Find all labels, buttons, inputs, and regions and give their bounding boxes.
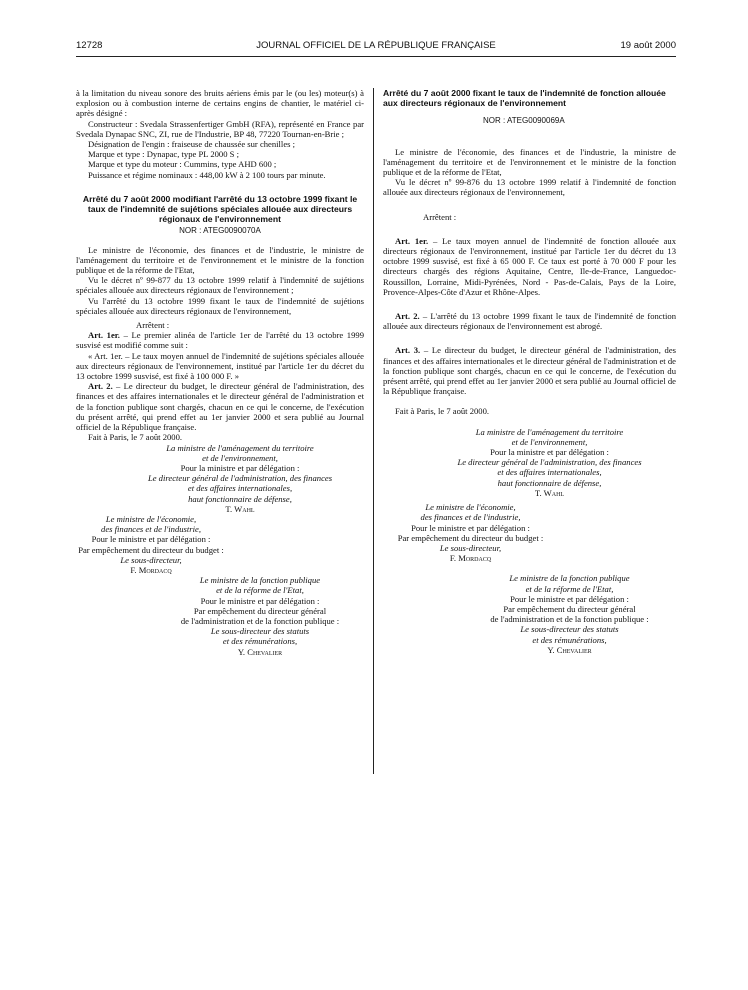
decree-title: Arrêté du 7 août 2000 modifiant l'arrêté du 13 octobre 1999 fixant le taux de l'indemnité de sujétions spéciales allouée aux directeurs régionaux de l'environnement <box>82 193 358 225</box>
right-column <box>383 88 676 655</box>
nor-reference: NOR : ATEG0090070A <box>179 226 261 236</box>
sig-line: et des affaires internationales, <box>187 483 293 494</box>
sig-line: Par empêchement du directeur général <box>193 605 327 616</box>
article-2 <box>76 381 364 432</box>
designation-line: Désignation de l'engin : fraiseuse de chaussée sur chenilles ; <box>88 139 296 150</box>
signature-block-amenagement <box>116 443 364 514</box>
sig-line: Par empêchement du directeur du budget : <box>397 532 544 543</box>
issue-date: 19 août 2000 <box>620 40 676 51</box>
sig-line: Pour le ministre et par délégation : <box>91 534 211 545</box>
sig-line: La ministre de l'aménagement du territoire <box>475 426 624 437</box>
article-1 <box>76 330 364 350</box>
page-header <box>76 40 676 54</box>
arretent-label: Arrêtent : <box>136 320 170 331</box>
sig-line: Pour la ministre et par délégation : <box>490 447 609 458</box>
sig-line: Pour la ministre et par délégation : <box>180 462 300 473</box>
sig-line: et de la réforme de l'Etat, <box>525 583 614 594</box>
signatory-name: Y. Chevalier <box>237 646 283 657</box>
sig-line: Le sous-directeur, <box>120 554 182 565</box>
signature-block-fonction-publique <box>463 573 676 655</box>
sig-line: et des rémunérations, <box>222 636 298 647</box>
marque-line: Marque et type : Dynapac, type PL 2000 S ; <box>88 149 239 160</box>
sig-line: La ministre de l'aménagement du territoire <box>166 442 314 453</box>
article-3 <box>383 345 676 396</box>
preamble-vu-decret: Vu le décret nº 99-877 du 13 octobre 1999 relatif à l'indemnité de sujétions spéciales allouée aux directeurs régionaux de l'environnement ; <box>76 275 364 296</box>
preamble-ministers: Le ministre de l'économie, des finances et de l'industrie, le ministre de l'aménagement du territoire et de l'environnement et le ministre de la fonction publique et de la réforme de l'Etat, <box>76 244 364 276</box>
article-2-text: – Le directeur du budget, le directeur général de l'administration, des finances et des affaires internationales et le directeur général de l'administration et de la fonction publique sont chargés, chacun en ce qui le concerne, de l'exécution du présent arrêté, qui prend effet au 1er janvier 2000 et sera publié au Journal officiel de la République française. <box>76 381 365 433</box>
sig-line: de l'administration et de la fonction publique : <box>180 615 340 626</box>
sig-line: Pour le ministre et par délégation : <box>510 593 629 604</box>
article-1-text: – Le taux moyen annuel de l'indemnité de fonction allouée aux directeurs régionaux de l'environnement, institué par l'article 1er du décret du 13 octobre 1999 susvisé, est fixé à 65 000 F. Ce taux est porté à 70 000 F pour les directeurs chargés des régions Aquitaine, Centre, Ile-de-France, Languedoc-Roussillon, Lorraine, Midi-Pyrénées, Nord - Pas-de-Calais, Pays de la Loire, Provence-Alpes-Côte d'Azur et Rhône-Alpes. <box>383 235 676 297</box>
signature-block-amenagement <box>423 427 676 498</box>
sig-line: Pour le ministre et par délégation : <box>411 522 530 533</box>
sig-line: Pour le ministre et par délégation : <box>200 595 320 606</box>
preamble-vu-decret: Vu le décret nº 99-876 du 13 octobre 1999 relatif à l'indemnité de fonction allouée aux directeurs régionaux de l'environnement, <box>383 177 676 198</box>
sig-line: haut fonctionnaire de défense, <box>497 477 602 488</box>
article-1 <box>383 236 676 297</box>
article-1-text: – Le premier alinéa de l'article 1er de l'arrêté du 13 octobre 1999 susvisé est modifié comme suit : <box>76 330 364 351</box>
sig-line: Le directeur général de l'administration, des finances <box>457 457 642 468</box>
preamble-ministers: Le ministre de l'économie, des finances et de l'industrie, la ministre de l'aménagement du territoire et de l'environnement et le ministre de la fonction publique et de la réforme de l'Etat, <box>383 146 676 178</box>
sig-line: Le sous-directeur, <box>439 542 502 553</box>
sig-line: et des affaires internationales, <box>497 467 602 478</box>
signatory-name: T. Wahl <box>534 487 565 498</box>
signatory-name: F. Mordacq <box>449 553 492 564</box>
page-number: 12728 <box>76 40 103 51</box>
sig-line: et de la réforme de l'Etat, <box>216 585 304 596</box>
decree-title: Arrêté du 7 août 2000 fixant le taux de l'indemnité de fonction allouée aux directeurs régionaux de l'environnement <box>383 88 666 109</box>
article-2-label: Art. 2. <box>395 311 420 322</box>
column-divider <box>373 88 374 774</box>
sig-line: Le ministre de l'économie, <box>425 502 516 513</box>
article-1-label: Art. 1er. <box>395 235 429 246</box>
sig-line: des finances et de l'industrie, <box>420 512 521 523</box>
sig-line: Le sous-directeur des statuts <box>210 626 310 637</box>
puissance-line: Puissance et régime nominaux : 448,00 kW à 2 100 tours par minute. <box>88 169 326 180</box>
fait-a-paris: Fait à Paris, le 7 août 2000. <box>395 406 490 417</box>
journal-title: JOURNAL OFFICIEL DE LA RÉPUBLIQUE FRANÇAISE <box>256 40 496 51</box>
sig-line: de l'administration et de la fonction publique : <box>490 614 649 625</box>
signatory-name: Y. Chevalier <box>547 644 592 655</box>
article-3-label: Art. 3. <box>395 345 421 356</box>
sig-line: et de l'environnement, <box>202 452 278 463</box>
moteur-line: Marque et type du moteur : Cummins, type AHD 600 ; <box>88 159 277 170</box>
arretent-label: Arrêtent : <box>423 211 457 222</box>
signature-block-fonction-publique <box>156 575 364 657</box>
article-1-label: Art. 1er. <box>88 330 120 341</box>
intro-paragraph: à la limitation du niveau sonore des bruits aériens émis par le (ou les) moteur(s) à explosion ou à combustion interne de certains engins de chantier, le matériel ci-après désigné : <box>76 88 364 119</box>
sig-line: des finances et de l'industrie, <box>101 524 201 535</box>
article-3-text: – Le directeur du budget, le directeur général de l'administration, des finances et des affaires internationales et le directeur général de l'administration et de la fonction publique sont chargés, chacun en ce qui le concerne, de l'exécution du présent arrêté, qui prend effet au 1er janvier 2000 et sera publié au Journal officiel de la République française. <box>383 345 677 397</box>
sig-line: Le ministre de l'économie, <box>105 513 197 524</box>
header-rule <box>76 56 676 57</box>
sig-line: Le sous-directeur des statuts <box>520 624 619 635</box>
signature-block-economie <box>76 514 226 575</box>
article-2-text: – L'arrêté du 13 octobre 1999 fixant le taux de l'indemnité de fonction allouée aux directeurs régionaux de l'environnement est abrogé. <box>383 311 676 332</box>
sig-line: haut fonctionnaire de défense, <box>188 493 292 504</box>
fait-a-paris: Fait à Paris, le 7 août 2000. <box>88 432 183 443</box>
signatory-name: F. Mordacq <box>130 564 172 575</box>
sig-line: Le ministre de la fonction publique <box>199 575 321 586</box>
sig-line: Par empêchement du directeur du budget : <box>78 544 224 555</box>
left-column <box>76 88 364 657</box>
article-1-quote: « Art. 1er. – Le taux moyen annuel de l'indemnité de sujétions spéciales allouée aux directeurs régionaux de l'environnement, institué par l'article 1er du décret du 13 octobre 1999 susvisé, est fixé à 100 000 F. » <box>76 350 364 382</box>
nor-reference: NOR : ATEG0090069A <box>483 116 565 126</box>
sig-line: Le ministre de la fonction publique <box>509 573 630 584</box>
sig-line: Par empêchement du directeur général <box>503 603 636 614</box>
article-2-label: Art. 2. <box>88 381 113 392</box>
article-2 <box>383 311 676 331</box>
sig-line: et des rémunérations, <box>532 634 607 645</box>
signatory-name: T. Wahl <box>225 503 255 514</box>
constructeur-line: Constructeur : Svedala Strassenfertiger GmbH (RFA), représenté en France par Svedala Dynapac SNC, ZI, rue de l'Industrie, BP 48, 77220 Tournan-en-Brie ; <box>76 118 364 139</box>
sig-line: et de l'environnement, <box>511 436 588 447</box>
signature-block-economie <box>383 502 558 563</box>
preamble-vu-arrete: Vu l'arrêté du 13 octobre 1999 fixant le taux de l'indemnité de sujétions spéciales allouée aux directeurs régionaux de l'environnement, <box>76 295 364 316</box>
sig-line: Le directeur général de l'administration, des finances <box>147 473 333 484</box>
